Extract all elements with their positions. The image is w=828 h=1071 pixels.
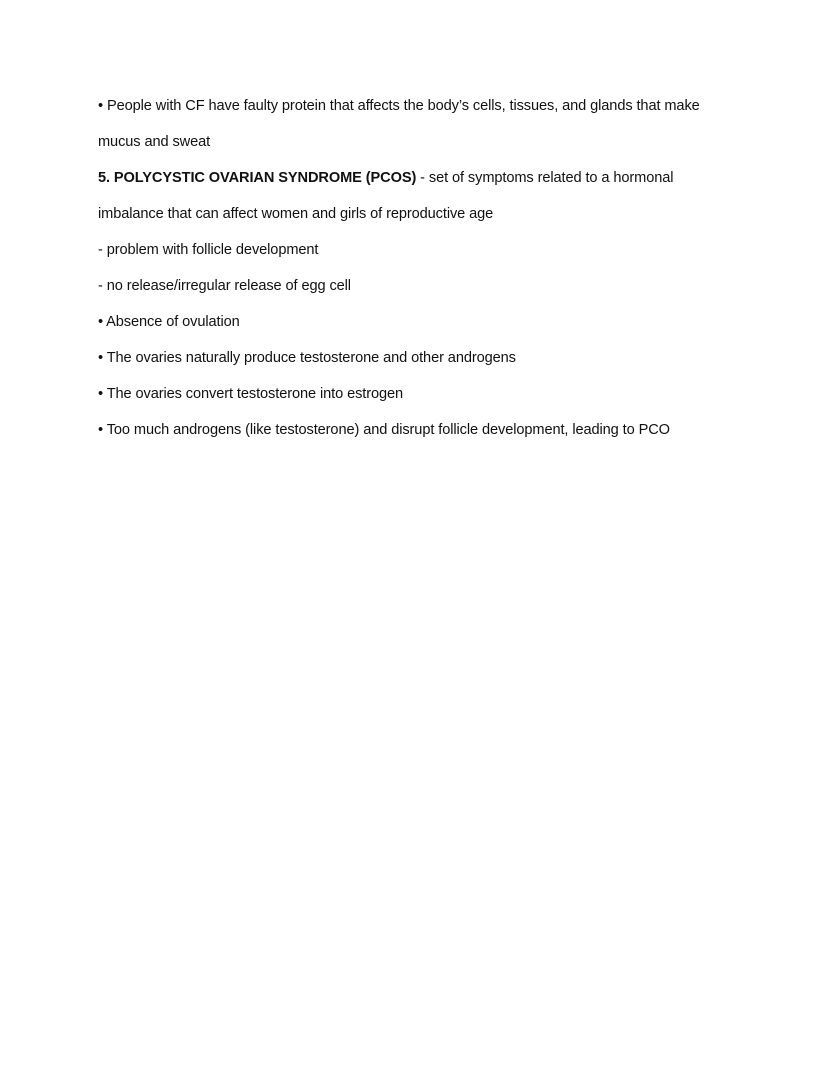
follicle-problem-item: - problem with follicle development [98,242,319,258]
cf-protein-bullet: • People with CF have faulty protein that affects the body’s cells, tissues, and glands that make [98,98,700,114]
estrogen-conversion-bullet: • The ovaries convert testosterone into estrogen [98,386,404,402]
pcos-definition-continuation: imbalance that can affect women and girls of reproductive age [98,206,494,222]
ovulation-bullet: • Absence of ovulation [98,314,240,330]
pcos-heading-line [98,160,758,196]
egg-release-item: - no release/irregular release of egg cell [98,278,351,294]
cf-protein-continuation: mucus and sweat [98,134,211,150]
androgen-excess-bullet: • Too much androgens (like testosterone) and disrupt follicle development, leading to PCO [98,422,670,438]
document-page [98,88,758,448]
pcos-definition: - set of symptoms related to a hormonal [416,170,674,186]
testosterone-production-bullet: • The ovaries naturally produce testosterone and other androgens [98,350,516,366]
pcos-heading: 5. POLYCYSTIC OVARIAN SYNDROME (PCOS) [98,170,417,186]
